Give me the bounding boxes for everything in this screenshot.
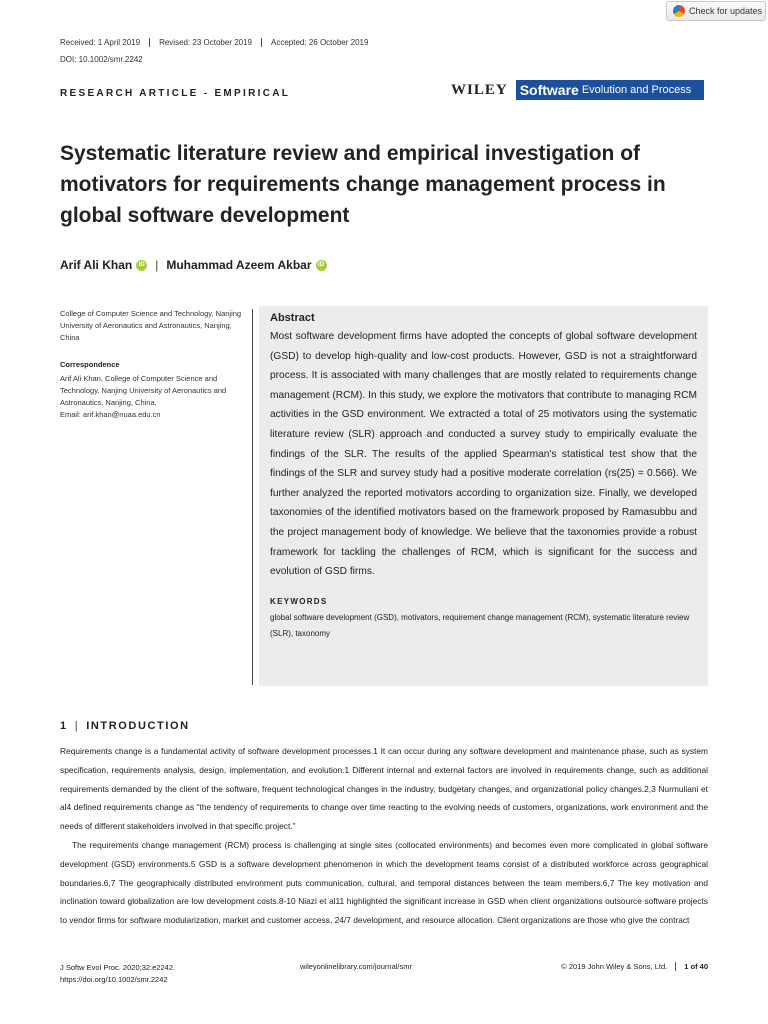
- abstract-text: Most software development firms have adopted the concepts of global software development (GSD) to develop high-quality and low-cost products. However, GSD is not a straightforward process. It is associated with many challenges that are mostly related to requirements change management (RCM). In this study, we explore the motivators that contribute to managing RCM activities in the GSD environment. We extracted a total of 25 motivators using the systematic literature review (SLR) approach and conducted a survey study to empirically evaluate the findings of the SLR. The results of the applied Spearman's statistical test show that the findings of the SLR and survey study had a positive moderate correlation (rs(25) = 0.566). We further analyzed the reported motivators according to organization size. Finally, we developed taxonomies of the identified motivators based on the framework proposed by Ramasubbu and the project management body of knowledge. We believe that the taxonomies provide a robust framework for tackling the challenges of RCM, which is significant for the success and evolution of GSD firms.: [270, 331, 697, 578]
- keywords-text: global software development (GSD), motivators, requirement change management (RCM), systematic literature review (SLR), taxonomy: [270, 612, 690, 638]
- orcid-icon[interactable]: iD: [316, 260, 327, 271]
- footer-doi-link[interactable]: https://doi.org/10.1002/smr.2242: [60, 975, 168, 984]
- abstract-heading: Abstract: [270, 312, 315, 324]
- footer-copyright: © 2019 John Wiley & Sons, Ltd.: [561, 962, 668, 971]
- check-for-updates-button[interactable]: [666, 1, 766, 21]
- abstract-panel: [259, 306, 708, 686]
- keywords-heading: KEYWORDS: [270, 596, 328, 606]
- journal-badge: [516, 80, 704, 100]
- paper-title: Systematic literature review and empirical investigation of motivators for requirements change management process in global software development: [60, 142, 666, 227]
- section-number: 1: [60, 720, 68, 732]
- paragraph: The requirements change management (RCM) process is challenging at single sites (collocated environments) and becomes even more complicated in global software development (GSD) environments.5 GSD is a software development phenomenon in which the development teams consist of a distributed workforce across geographical boundaries.6,7 The geographically distributed environment puts communication, cultural, and temporal distances between the team members.6,7 The key motivation and inclination toward globalization are low development costs.8-10 Niazi et al11 highlighted the significant increase in GSD when client organizations outsource software projects to vendor firms for software modularization, market and customer access, 24/7 development, and resource allocation. Client organizations are those who give the contract: [60, 839, 708, 926]
- page-number: 1 of 40: [675, 962, 708, 971]
- author-list: [60, 258, 327, 272]
- orcid-icon[interactable]: iD: [136, 260, 147, 271]
- article-dates: [60, 38, 377, 47]
- column-divider: [252, 309, 253, 685]
- doi: DOI: 10.1002/smr.2242: [60, 55, 143, 64]
- author-name[interactable]: Muhammad Azeem Akbar: [166, 258, 312, 272]
- section-title: INTRODUCTION: [86, 720, 190, 732]
- article-type: RESEARCH ARTICLE - EMPIRICAL: [60, 88, 291, 99]
- footer-citation: J Softw Evol Proc. 2020;32:e2242.: [60, 963, 176, 972]
- affiliation: College of Computer Science and Technology, Nanjing University of Aeronautics and Astronautics, Nanjing, China: [60, 309, 242, 342]
- publisher-logo: [451, 80, 704, 100]
- received-date: Received: 1 April 2019: [60, 38, 141, 47]
- journal-name-rest: Evolution and Process: [581, 84, 692, 96]
- check-for-updates-label: Check for updates: [689, 6, 763, 16]
- footer-right: [561, 962, 708, 971]
- footer-citation-block: [60, 962, 175, 986]
- crossmark-icon: [673, 5, 685, 17]
- correspondence-heading: Correspondence: [60, 360, 120, 369]
- correspondence-email[interactable]: Email: arif.khan@nuaa.edu.cn: [60, 410, 161, 419]
- section-separator: |: [74, 720, 80, 732]
- footer-website-link[interactable]: wileyonlinelibrary.com/journal/smr: [300, 962, 412, 971]
- correspondence-text: Arif Ali Khan, College of Computer Science and Technology, Nanjing University of Aeronautics and Astronautics, Nanjing, China.: [60, 374, 227, 407]
- author-name[interactable]: Arif Ali Khan: [60, 258, 133, 272]
- journal-name-main: Software: [519, 82, 579, 98]
- accepted-date: Accepted: 26 October 2019: [261, 38, 377, 47]
- section-heading: [60, 720, 190, 732]
- body-text: [60, 742, 708, 930]
- revised-date: Revised: 23 October 2019: [149, 38, 261, 47]
- paragraph: Requirements change is a fundamental activity of software development processes.1 It can occur during any software development and maintenance phase, such as system specification, requirements analysis, design, implementation, and evolution.1 Different internal and external factors are involved in requirements change, such as additional requirements demanded by the client of the software, frequent technological changes in the industry, budgetary changes, and organizational policy changes.2,3 Nurmuliani et al4 defined requirements change as “the tendency of requirements to change over time reacting to the evolving needs of customers, organizations, work environment and the needs of different stakeholders involved in that specific project.”: [60, 746, 708, 832]
- wiley-logo: WILEY: [451, 81, 508, 98]
- correspondence: [60, 373, 250, 421]
- author-separator: |: [155, 258, 159, 272]
